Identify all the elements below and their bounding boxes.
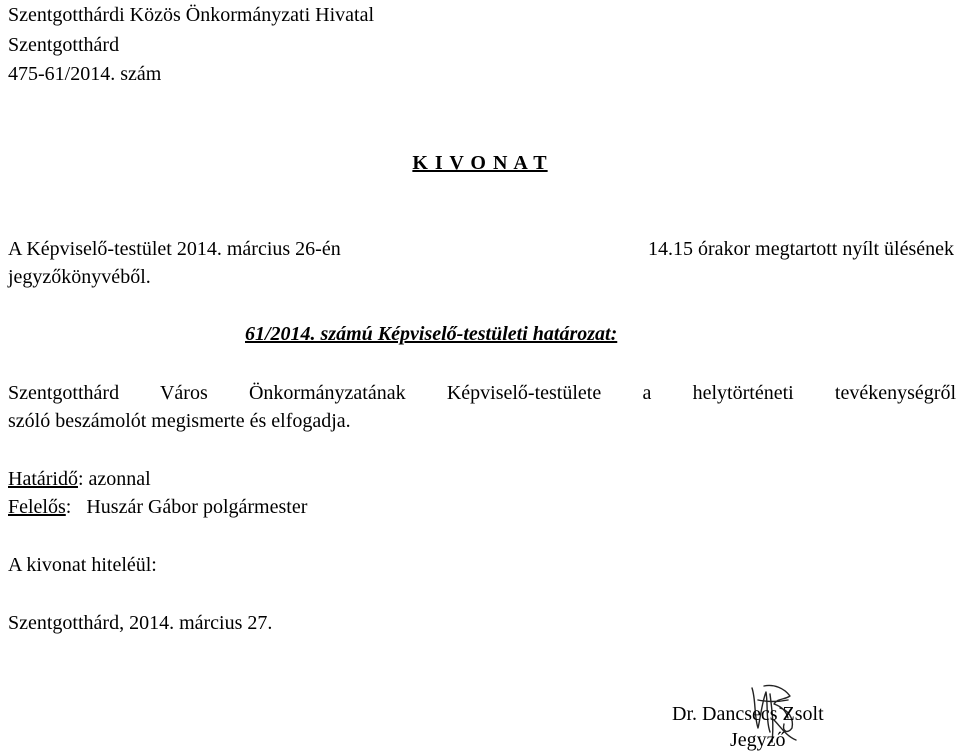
deadline-row	[8, 467, 151, 491]
document-title: K I V O N A T	[412, 152, 548, 174]
resolution-body-line-1: Szentgotthárd Város Önkormányzatának Képviselő-testülete a helytörténeti tevékenységről	[8, 382, 956, 404]
place-date: Szentgotthárd, 2014. március 27.	[8, 612, 273, 634]
responsible-value: : Huszár Gábor polgármester	[65, 496, 308, 518]
responsible-row	[8, 495, 307, 519]
intro-line-2: jegyzőkönyvéből.	[8, 266, 151, 288]
certification-line: A kivonat hiteléül:	[8, 554, 157, 576]
document-number: 475-61/2014. szám	[8, 63, 162, 85]
signatory-role: Jegyző	[730, 729, 786, 751]
signature-block	[672, 694, 902, 754]
resolution-body-line-2: szóló beszámolót megismerte és elfogadja.	[8, 410, 351, 432]
signatory-name: Dr. Dancsecs Zsolt	[672, 703, 824, 725]
intro-line-1-left: A Képviselő-testület 2014. március 26-én	[8, 238, 341, 260]
deadline-value: : azonnal	[77, 468, 151, 490]
intro-line-1-right: 14.15 órakor megtartott nyílt ülésének	[647, 238, 954, 260]
deadline-label: Határidő	[8, 468, 78, 490]
resolution-title: 61/2014. számú Képviselő-testületi határozat:	[245, 323, 618, 345]
responsible-label: Felelős	[8, 496, 66, 518]
city-name: Szentgotthárd	[8, 34, 120, 56]
office-name: Szentgotthárdi Közös Önkormányzati Hivatal	[8, 4, 375, 26]
